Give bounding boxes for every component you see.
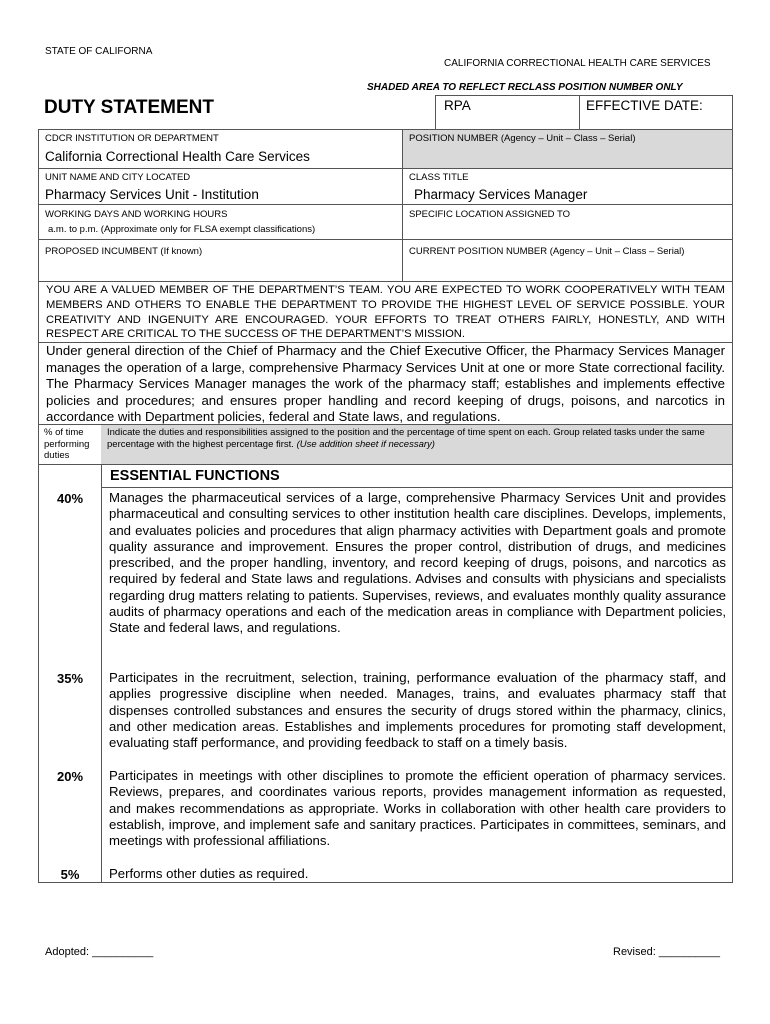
agency-name: STATE OF CALIFORNA xyxy=(45,46,153,57)
rpa-field[interactable] xyxy=(435,95,580,130)
institution-label: CDCR INSTITUTION OR DEPARTMENT xyxy=(45,133,219,144)
working-hours-note: a.m. to p.m. (Approximate only for FLSA exempt classifications) xyxy=(48,224,316,235)
position-summary: Under general direction of the Chief of Pharmacy and the Chief Executive Officer, the Pharmacy Services Manager manages the operation of a large, comprehensive Pharmacy Services Unit at one or more State correctional facility. The Pharmacy Services Manager manages the work of the pharmacy staff; establishes and implements effective policies and procedures; and ensures proper handling and record keeping of drugs, poisons, and narcotics in accordance with Department policies, federal and State laws, and regulations. xyxy=(38,342,733,425)
department-name: CALIFORNIA CORRECTIONAL HEALTH CARE SERVICES xyxy=(444,58,711,69)
duty-percent: 40% xyxy=(56,491,84,506)
current-position-field[interactable] xyxy=(402,239,733,282)
institution-value: California Correctional Health Care Services xyxy=(45,149,310,164)
instructions-text: Indicate the duties and responsibilities assigned to the position and the percentage of time spent on each. Group related tasks under the same percentage with the highest percentage first. xyxy=(107,427,705,450)
document-title: DUTY STATEMENT xyxy=(44,97,214,118)
duty-description: Performs other duties as required. xyxy=(109,866,309,881)
unit-label: UNIT NAME AND CITY LOCATED xyxy=(45,172,191,183)
unit-value: Pharmacy Services Unit - Institution xyxy=(45,187,259,202)
instructions-italic: (Use addition sheet if necessary) xyxy=(296,438,435,450)
duty-description: Participates in meetings with other disciplines to promote the efficient operation of pharmacy services. Reviews, prepares, and coordinates various reports, provides management information as requested, and makes recommendations as appropriate. Works in collaboration with other health care providers to establish, improve, and implement safe and sanitary practices. Participates in committees, seminars, and meetings with professional affiliations. xyxy=(109,768,726,849)
effective-date-field[interactable] xyxy=(579,95,733,130)
position-number-label: POSITION NUMBER (Agency – Unit – Class – Serial) xyxy=(409,133,636,144)
location-label: SPECIFIC LOCATION ASSIGNED TO xyxy=(409,209,571,220)
mission-statement: YOU ARE A VALUED MEMBER OF THE DEPARTMENT’S TEAM. YOU ARE EXPECTED TO WORK COOPERATIVELY WITH TEAM MEMBERS AND OTHERS TO ENABLE THE DEPARTMENT TO PROVIDE THE HIGHEST LEVEL OF SERVICE POSSIBLE. YOUR CREATIVITY AND INGENUITY ARE ENCOURAGED. YOUR EFFORTS TO TREAT OTHERS FAIRLY, HONESTLY, AND WITH RESPECT ARE CRITICAL TO THE SUCCESS OF THE DEPARTMENT’S MISSION. xyxy=(38,281,733,342)
working-days-label: WORKING DAYS AND WORKING HOURS xyxy=(45,209,228,220)
class-title-label: CLASS TITLE xyxy=(409,172,469,183)
duties-instructions xyxy=(101,425,733,465)
percent-time-header: % of time performing duties xyxy=(38,425,102,465)
current-position-label: CURRENT POSITION NUMBER (Agency – Unit – Class – Serial) xyxy=(409,246,685,257)
class-title-field[interactable] xyxy=(402,168,733,205)
adopted-date: Adopted: __________ xyxy=(45,946,154,958)
duty-description: Participates in the recruitment, selection, training, performance evaluation of the pharmacy staff, and applies progressive discipline when needed. Manages, trains, and evaluates pharmacy staff that dispenses controlled substances and ensures the security of drugs stored within the pharmacy, clinics, and other medication areas. Establishes and implements procedures for promoting staff development, evaluating staff performance, and providing feedback to staff on a timely basis. xyxy=(109,670,726,751)
working-hours-field[interactable] xyxy=(38,204,403,240)
incumbent-label: PROPOSED INCUMBENT (If known) xyxy=(45,246,203,257)
incumbent-field[interactable] xyxy=(38,239,403,282)
class-title-value: Pharmacy Services Manager xyxy=(414,187,588,202)
position-number-field[interactable] xyxy=(402,129,733,169)
duty-percent: 20% xyxy=(56,769,84,784)
effective-date-label: EFFECTIVE DATE: xyxy=(586,98,703,113)
unit-field[interactable] xyxy=(38,168,403,205)
shaded-area-note: SHADED AREA TO REFLECT RECLASS POSITION NUMBER ONLY xyxy=(367,82,683,93)
institution-field[interactable] xyxy=(38,129,403,169)
revised-date: Revised: __________ xyxy=(613,946,721,958)
rpa-label: RPA xyxy=(444,98,471,113)
essential-functions-title: ESSENTIAL FUNCTIONS xyxy=(110,468,280,484)
duty-percent: 5% xyxy=(60,867,80,882)
duty-description: Manages the pharmaceutical services of a large, comprehensive Pharmacy Services Unit and provides pharmaceutical and consulting services to other institution health care disciplines. Develops, implements, and evaluates policies and procedures that align pharmacy activities with Department goals and promote quality assurance and improvement. Ensures the proper control, distribution of drugs, and medicines prescribed, and the proper handling, inventory, and record keeping of drugs, poisons, and narcotics as required by federal and State laws and regulations. Advises and consults with physicians and specialists regarding drug matters relating to patients. Supervises, reviews, and evaluates monthly quality assurance audits of pharmacy operations and each of the medication areas in compliance with Department policies, State and federal laws, and regulations. xyxy=(109,490,726,636)
section-rule xyxy=(101,487,733,488)
location-field[interactable] xyxy=(402,204,733,240)
duty-percent: 35% xyxy=(56,671,84,686)
